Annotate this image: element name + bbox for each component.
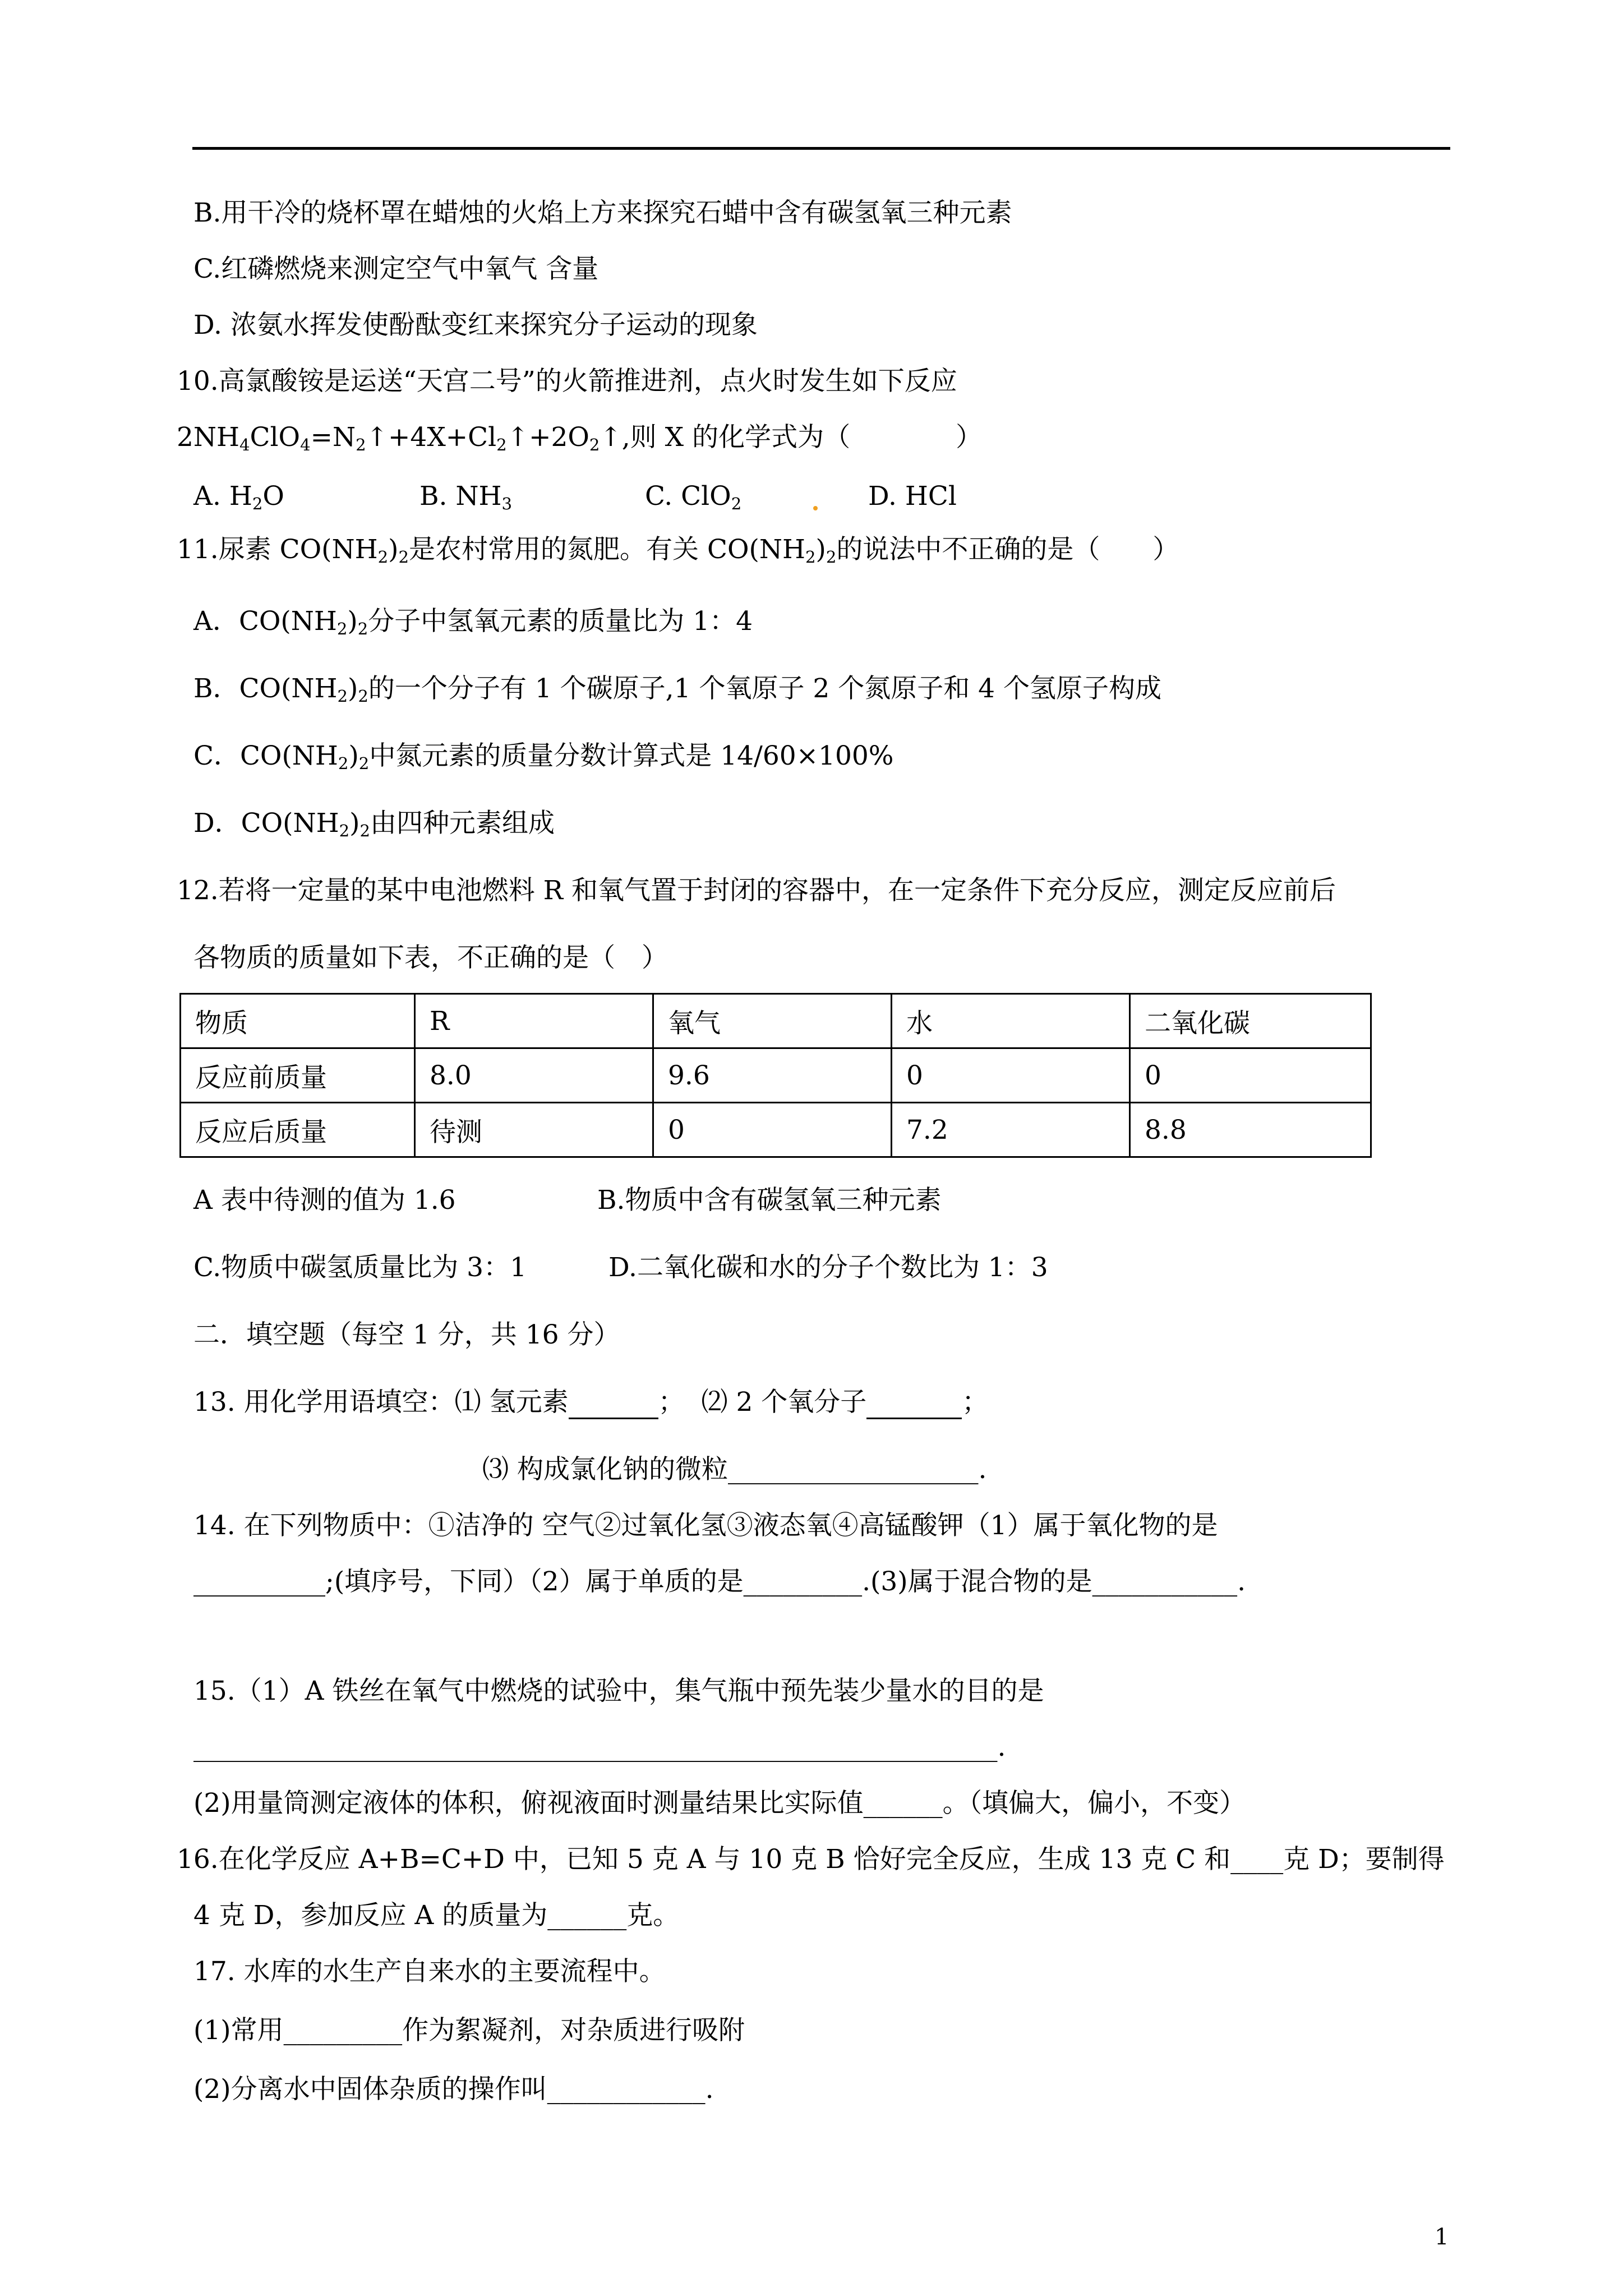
q10-option-b: B. $NH_3$ (419, 481, 513, 514)
table-cell: 7.2 (892, 1103, 1130, 1157)
stray-dot-mark (813, 506, 818, 510)
q10-equation: $2NH_4ClO_4=N_2↑+4X+Cl_2↑+2O_2↑$,则 X 的化学式为（ ） (177, 422, 983, 455)
table-cell: 9.6 (653, 1048, 892, 1103)
section-heading: 二．填空题（每空 1 分，共 16 分） (193, 1319, 620, 1350)
q14-line2: __________;(填序号，下同）（2）属于单质的是_________.(3)属于混合物的是___________. (193, 1566, 1246, 1597)
q15-line1: 15.（1）A 铁丝在氧气中燃烧的试验中，集气瓶中预先装少量水的目的是 (193, 1676, 1044, 1706)
q15-line2: _____________________________________________________________. (193, 1732, 1006, 1763)
q16-line1: 16.在化学反应 A+B=C+D 中，已知 5 克 A 与 10 克 B 恰好完全反应，生成 13 克 C 和____克 D；要制得 (177, 1844, 1445, 1875)
table-cell: 物质 (181, 994, 415, 1048)
q15-line3: (2)用量筒测定液体的体积，俯视液面时测量结果比实际值______。（填偏大，偏小，不变） (193, 1788, 1246, 1819)
q17-line3: (2)分离水中固体杂质的操作叫____________. (193, 2074, 714, 2105)
q11-option-c: C．$CO(NH_2)_2$中氮元素的质量分数计算式是 14/60×100% (193, 740, 894, 774)
q10-option-a: A. $H_2O$ (193, 481, 284, 514)
q11-option-d: D．$CO(NH_2)_2$由四种元素组成 (193, 808, 555, 841)
table-cell: 反应后质量 (181, 1103, 415, 1157)
table-cell: 氧气 (653, 994, 892, 1048)
q10-option-c: C. ClO$_2$ (645, 481, 742, 514)
table-cell: 0 (892, 1048, 1130, 1103)
table-cell: 8.0 (415, 1048, 653, 1103)
table-cell: 0 (1130, 1048, 1371, 1103)
q9-option-d: D. 浓氨水挥发使酚酞变红来探究分子运动的现象 (193, 310, 758, 341)
mass-table (179, 993, 1372, 1158)
table-cell: 8.8 (1130, 1103, 1371, 1157)
table-row (181, 1048, 1371, 1103)
table-cell: 0 (653, 1103, 892, 1157)
blank-oxygen-molecules[interactable] (866, 1388, 962, 1419)
table-cell: R (415, 994, 653, 1048)
table-header-row (181, 994, 1371, 1048)
q10-stem: 10.高氯酸铵是运送“天宫二号”的火箭推进剂，点火时发生如下反应 (177, 366, 957, 397)
q12-stem-line1: 12.若将一定量的某中电池燃料 R 和氧气置于封闭的容器中，在一定条件下充分反应，测定反应前后 (177, 875, 1336, 906)
table-cell: 水 (892, 994, 1130, 1048)
q16-line2: 4 克 D，参加反应 A 的质量为______克。 (193, 1900, 680, 1931)
q17-line2: (1)常用_________作为絮凝剂，对杂质进行吸附 (193, 2015, 745, 2046)
q13-line1: 13. 用化学用语填空：⑴ 氢元素 ； ⑵ 2 个氧分子 ； (193, 1386, 988, 1419)
q11-stem: 11.尿素 $CO(NH_2)_2$是农村常用的氮肥。有关 $CO(NH_2)_2$的说法中不正确的是（ ） (177, 534, 1179, 567)
page-number: 1 (1435, 2224, 1449, 2250)
q12-option-c: C.物质中碳氢质量比为 3：1 (193, 1252, 527, 1283)
q13-line2: ⑶ 构成氯化钠的微粒___________________. (482, 1454, 987, 1485)
q12-stem-line2: 各物质的质量如下表，不正确的是（ ） (193, 942, 668, 973)
q12-option-a: A 表中待测的值为 1.6 (193, 1185, 456, 1216)
table-cell: 二氧化碳 (1130, 994, 1371, 1048)
q17-line1: 17. 水库的水生产自来水的主要流程中。 (193, 1956, 666, 1987)
q11-option-b: B．$CO(NH_2)_2$的一个分子有 1 个碳原子,1 个氧原子 2 个氮原子和 4 个氢原子构成 (193, 673, 1162, 706)
table-cell: 反应前质量 (181, 1048, 415, 1103)
header-rule (192, 147, 1450, 150)
q9-option-b: B.用干冷的烧杯罩在蜡烛的火焰上方来探究石蜡中含有碳氢氧三种元素 (193, 197, 1012, 228)
q12-option-b: B.物质中含有碳氢氧三种元素 (597, 1185, 942, 1216)
q11-option-a: A．$CO(NH_2)_2$分子中氢氧元素的质量比为 1：4 (193, 606, 753, 639)
q10-option-d: D. HCl (868, 481, 957, 512)
q14-line1: 14. 在下列物质中：①洁净的 空气②过氧化氢③液态氧④高锰酸钾（1）属于氧化物的是 (193, 1510, 1218, 1541)
table-cell: 待测 (415, 1103, 653, 1157)
table-row (181, 1103, 1371, 1157)
blank-hydrogen-element[interactable] (569, 1388, 658, 1419)
q9-option-c: C.红磷燃烧来测定空气中氧气 含量 (193, 254, 599, 284)
q12-option-d: D.二氧化碳和水的分子个数比为 1：3 (608, 1252, 1048, 1283)
